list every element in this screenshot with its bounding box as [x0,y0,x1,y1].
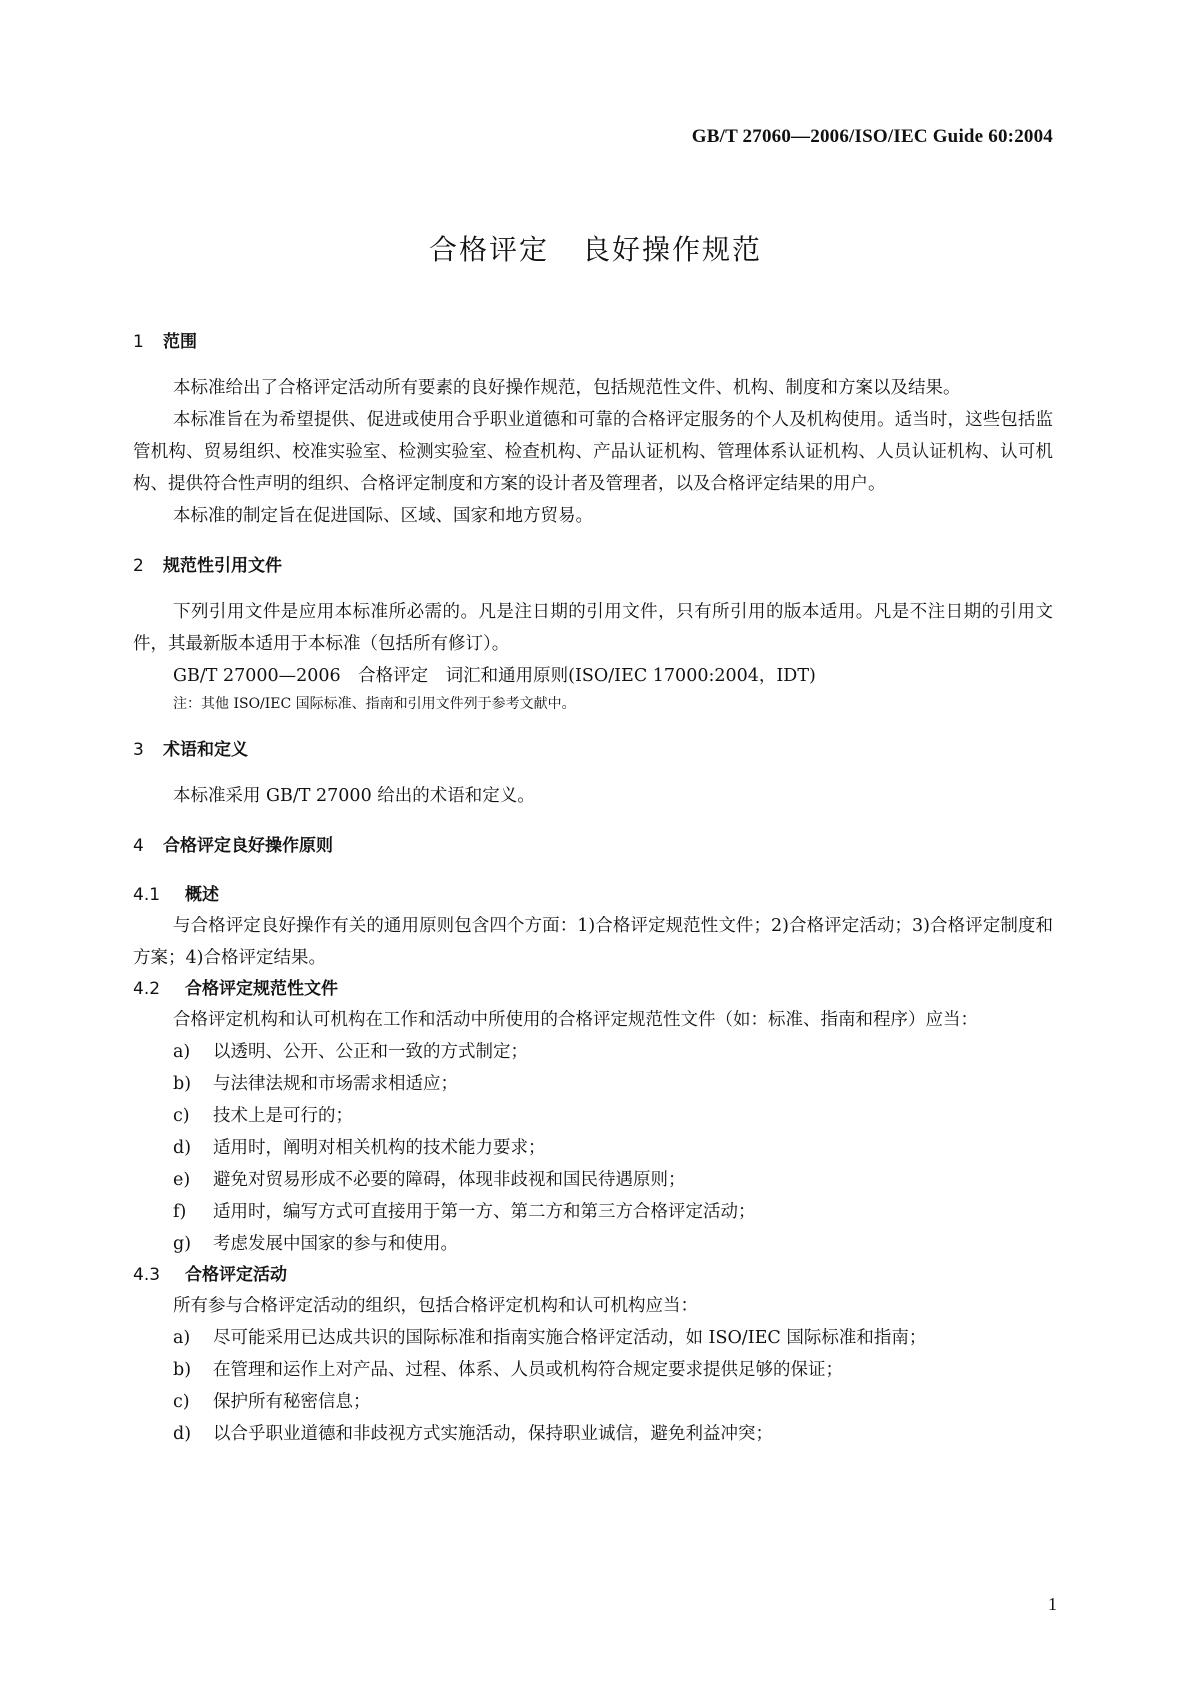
subsection-title: 合格评定规范性文件 [185,979,338,999]
paragraph: 与合格评定良好操作有关的通用原则包含四个方面：1)合格评定规范性文件；2)合格评定活动；3)合格评定制度和方案；4)合格评定结果。 [133,916,1053,968]
section-4-heading [133,830,1053,862]
normative-reference: GB/T 27000—2006 合格评定 词汇和通用原则(ISO/IEC 17000:2004，IDT) [173,666,816,686]
section-title: 术语和定义 [163,740,248,760]
list-label: a) [173,1328,191,1348]
subsection-4-2-heading [133,974,1053,1004]
list-label: d) [173,1138,192,1158]
list-item [173,1354,1053,1386]
section-title: 规范性引用文件 [163,556,282,576]
section-title: 合格评定良好操作原则 [163,836,333,856]
list-item [173,1100,1053,1132]
paragraph: 本标准采用 GB/T 27000 给出的术语和定义。 [173,786,535,806]
subsection-4-1-heading [133,880,1053,910]
note: 注：其他 ISO/IEC 国际标准、指南和引用文件列于参考文献中。 [173,696,576,712]
subsection-number: 4.3 [133,1265,161,1285]
list-label: g) [173,1234,192,1254]
list-text: 技术上是可行的； [213,1106,353,1126]
paragraph: 下列引用文件是应用本标准所必需的。凡是注日期的引用文件，只有所引用的版本适用。凡是不注日期的引用文件，其最新版本适用于本标准（包括所有修订）。 [133,602,1053,654]
subsection-number: 4.1 [133,885,161,905]
list-label: d) [173,1424,192,1444]
paragraph: 本标准的制定旨在促进国际、区域、国家和地方贸易。 [173,506,593,526]
list-text: 保护所有秘密信息； [213,1392,371,1412]
list-text: 以合乎职业道德和非歧视方式实施活动，保持职业诚信，避免利益冲突； [213,1424,773,1444]
standard-code-header: GB/T 27060—2006/ISO/IEC Guide 60:2004 [691,126,1053,147]
list-text: 以透明、公开、公正和一致的方式制定； [213,1042,528,1062]
list-item [173,1068,1053,1100]
subsection-number: 4.2 [133,979,161,999]
document-body [133,326,1053,1450]
list-label: e) [173,1170,191,1190]
section-number: 1 [133,332,144,352]
section-2-heading [133,550,1053,582]
list-item [173,1418,1053,1450]
list-text: 适用时，阐明对相关机构的技术能力要求； [213,1138,546,1158]
section-number: 3 [133,740,144,760]
section-title: 范围 [163,332,197,352]
list-label: b) [173,1074,192,1094]
document-title: 合格评定 良好操作规范 [429,233,762,266]
section-number: 2 [133,556,144,576]
paragraph: 本标准旨在为希望提供、促进或使用合乎职业道德和可靠的合格评定服务的个人及机构使用。适当时，这些包括监管机构、贸易组织、校准实验室、检测实验室、检查机构、产品认证机构、管理体系认证机构、人员认证机构、认可机构、提供符合性声明的组织、合格评定制度和方案的设计者及管理者，以及合格评定结果的用户。 [133,410,1053,494]
list-item [173,1228,1053,1260]
subsection-title: 概述 [185,885,219,905]
list-label: a) [173,1042,191,1062]
list-item [173,1036,1053,1068]
section-1-heading [133,326,1053,358]
list-item [173,1322,1053,1354]
list-label: c) [173,1392,190,1412]
list-text: 在管理和运作上对产品、过程、体系、人员或机构符合规定要求提供足够的保证； [213,1360,843,1380]
paragraph: 所有参与合格评定活动的组织，包括合格评定机构和认可机构应当： [173,1296,698,1316]
list-label: f) [173,1202,187,1222]
list-label: c) [173,1106,190,1126]
list-label: b) [173,1360,192,1380]
paragraph: 合格评定机构和认可机构在工作和活动中所使用的合格评定规范性文件（如：标准、指南和程序）应当： [173,1010,978,1030]
subsection-title: 合格评定活动 [185,1265,287,1285]
section-number: 4 [133,836,144,856]
list-text: 与法律法规和市场需求相适应； [213,1074,458,1094]
list-item [173,1386,1053,1418]
list-item [173,1132,1053,1164]
list-item [173,1196,1053,1228]
section-3-heading [133,734,1053,766]
list-text: 避免对贸易形成不必要的障碍，体现非歧视和国民待遇原则； [213,1170,686,1190]
list-text: 尽可能采用已达成共识的国际标准和指南实施合格评定活动，如 ISO/IEC 国际标准和指南； [213,1328,927,1348]
list-item [173,1164,1053,1196]
subsection-4-3-heading [133,1260,1053,1290]
list-text: 考虑发展中国家的参与和使用。 [213,1234,458,1254]
page-number: 1 [1048,1594,1057,1614]
paragraph: 本标准给出了合格评定活动所有要素的良好操作规范，包括规范性文件、机构、制度和方案以及结果。 [173,378,961,398]
list-text: 适用时，编写方式可直接用于第一方、第二方和第三方合格评定活动； [213,1202,756,1222]
